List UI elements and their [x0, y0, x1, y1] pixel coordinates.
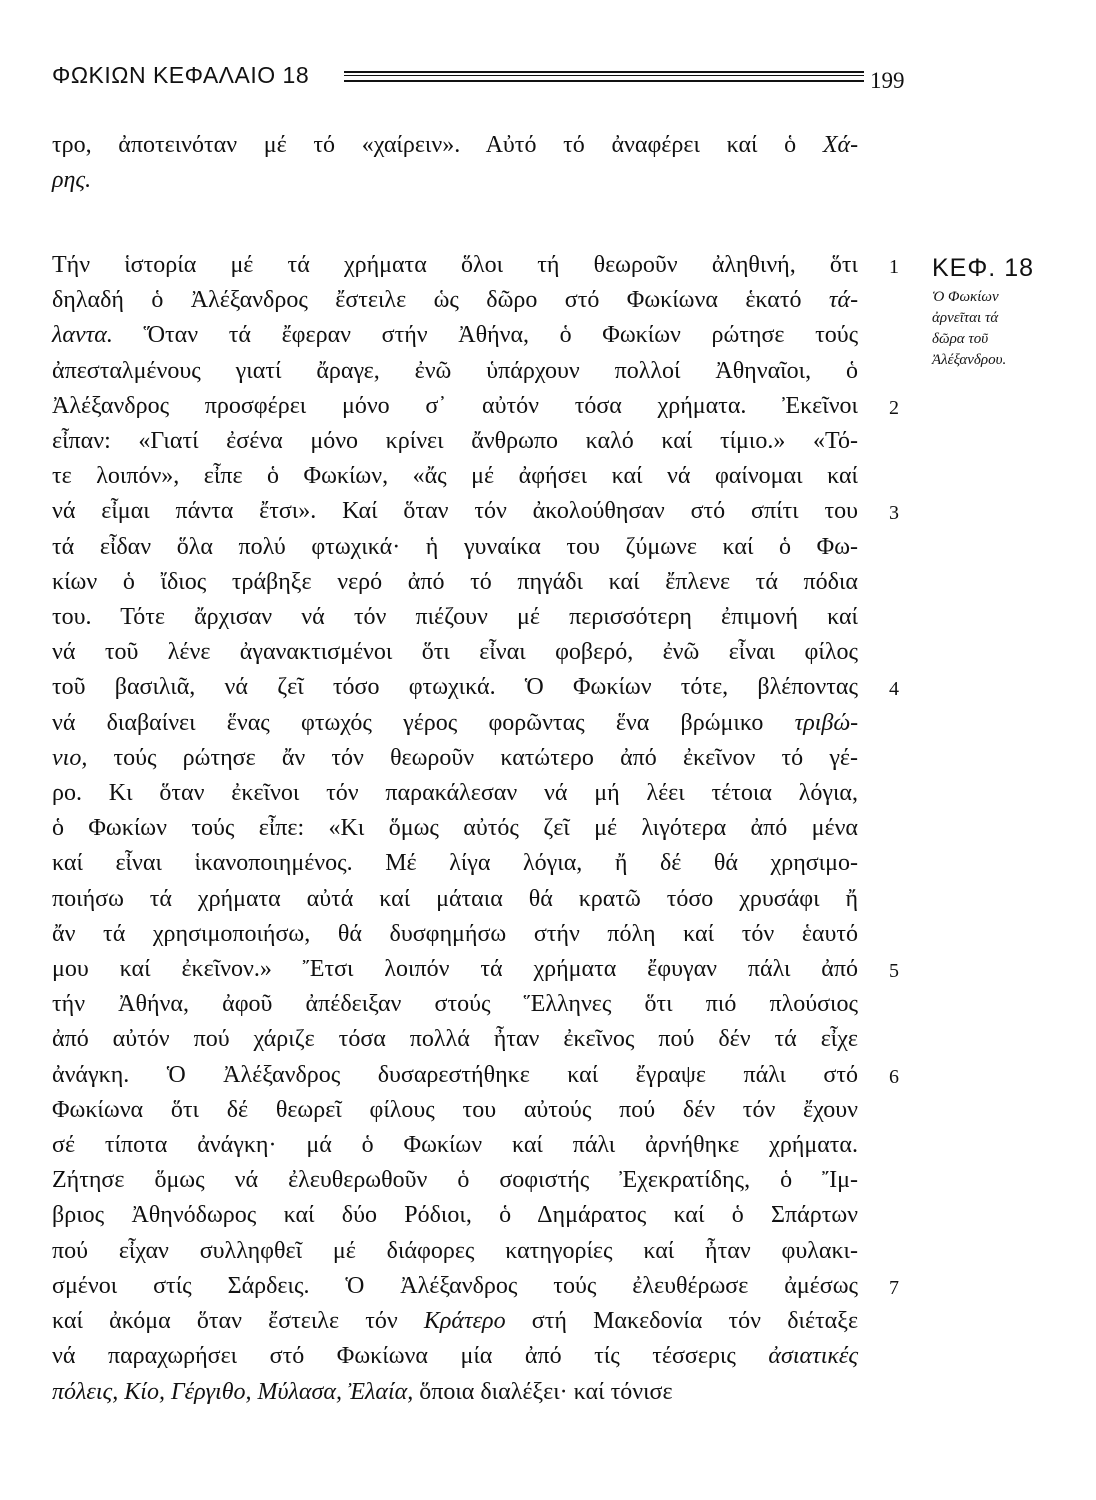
line-marker: 2 [889, 396, 899, 419]
body-line: σμένοι στίς Σάρδεις. Ὁ Ἀλέξανδρος τούς ἐλευθέρωσε ἀμέσως [52, 1272, 858, 1299]
body-line: νά τοῦ λένε ἀγανακτισμένοι ὅτι εἶναι φοβερό, ἐνῶ εἶναι φίλος [52, 639, 858, 666]
line-marker: 7 [889, 1276, 899, 1299]
body-line: σέ τίποτα ἀνάγκη· μά ὁ Φωκίων καί πάλι ἀρνήθηκε χρήματα. [52, 1132, 858, 1159]
body-line: του. Τότε ἄρχισαν νά τόν πιέζουν μέ περισσότερη ἐπιμονή καί [52, 604, 858, 631]
body-line: τοῦ βασιλιᾶ, νά ζεῖ τόσο φτωχικά. Ὁ Φωκίων τότε, βλέποντας [52, 674, 858, 701]
intro-paragraph [52, 128, 858, 198]
body-line: πού εἶχαν συλληφθεῖ μέ διάφορες κατηγορίες καί ἦταν φυλακι- [52, 1237, 858, 1264]
body-line: ποιήσω τά χρήματα αὐτά καί μάταια θά κρατῶ τόσο χρυσάφι ἤ [52, 885, 858, 912]
line-marker: 3 [889, 502, 899, 525]
body-line: δηλαδή ὁ Ἀλέξανδρος ἔστειλε ὡς δῶρο στό Φωκίωνα ἑκατό τά- [52, 287, 859, 314]
margin-note-heading: ΚΕΦ. 18 [932, 254, 1034, 282]
body-line: Ζήτησε ὅμως νά ἐλευθερωθοῦν ὁ σοφιστής Ἐχεκρατίδης, ὁ Ἴμ- [52, 1167, 858, 1194]
body-line: νά εἶμαι πάντα ἔτσι». Καί ὅταν τόν ἀκολούθησαν στό σπίτι του [52, 498, 858, 525]
line-marker: 5 [889, 960, 899, 982]
body-line: Τήν ἱστορία μέ τά χρήματα ὅλοι τή θεωροῦν ἀληθινή, ὅτι [52, 252, 858, 278]
line-marker: 6 [889, 1065, 899, 1088]
margin-note-line: Ἀλέξανδρου. [932, 352, 1007, 368]
body-line: κίων ὁ ἴδιος τράβηξε νερό ἀπό τό πηγάδι καί ἔπλενε τά πόδια [52, 568, 858, 595]
intro-line: ρης. [52, 167, 92, 194]
margin-note-text [932, 287, 1082, 371]
body-line: καί ἀκόμα ὅταν ἔστειλε τόν Κράτερο στή Μακεδονία τόν διέταξε [52, 1308, 859, 1335]
body-line: καί εἶναι ἱκανοποιημένος. Μέ λίγα λόγια, ἤ δέ θά χρησιμο- [52, 850, 858, 877]
margin-note-line: Ὁ Φωκίων [932, 289, 999, 305]
body-line: βριος Ἀθηνόδωρος καί δύο Ρόδιοι, ὁ Δημάρατος καί ὁ Σπάρτων [52, 1202, 858, 1229]
body-line: ἀνάγκη. Ὁ Ἀλέξανδρος δυσαρεστήθηκε καί ἔγραψε πάλι στό [52, 1061, 858, 1088]
line-marker: 1 [889, 256, 899, 278]
body-line: πόλεις, Κίο, Γέργιθο, Μύλασα, Ἐλαία, ὅποια διαλέξει· καί τόνισε [52, 1378, 673, 1405]
margin-note [932, 254, 1082, 371]
body-line: Ἀλέξανδρος προσφέρει μόνο σ᾽ αὐτόν τόσα χρήματα. Ἐκεῖνοι [52, 392, 858, 419]
main-paragraph [52, 248, 858, 1410]
running-head-title: ΦΩΚΙΩΝ ΚΕΦΑΛΑΙΟ 18 [52, 62, 310, 88]
body-line: λαντα. Ὅταν τά ἔφεραν στήν Ἀθήνα, ὁ Φωκίων ρώτησε τούς [52, 322, 859, 349]
body-line: νά διαβαίνει ἕνας φτωχός γέρος φορῶντας ἕνα βρώμικο τριβώ- [52, 709, 859, 736]
body-line: ρο. Κι ὅταν ἐκεῖνοι τόν παρακάλεσαν νά μή λέει τέτοια λόγια, [52, 780, 858, 807]
body-line: νιο, τούς ρώτησε ἄν τόν θεωροῦν κατώτερο ἀπό ἐκεῖνον τό γέ- [52, 744, 859, 771]
body-line: Φωκίωνα ὅτι δέ θεωρεῖ φίλους του αὐτούς πού δέν τόν ἔχουν [52, 1096, 858, 1123]
margin-note-line: δῶρα τοῦ [932, 331, 989, 347]
intro-line: τρο, ἀποτεινόταν μέ τό «χαίρειν». Αὐτό τό ἀναφέρει καί ὁ Χά- [52, 132, 859, 158]
body-line: τε λοιπόν», εἶπε ὁ Φωκίων, «ἄς μέ ἀφήσει καί νά φαίνομαι καί [52, 463, 858, 490]
body-line: εἶπαν: «Γιατί ἐσένα μόνο κρίνει ἄνθρωπο καλό καί τίμιο.» «Τό- [52, 428, 858, 455]
line-marker: 4 [889, 678, 899, 701]
body-line: τά εἶδαν ὅλα πολύ φτωχικά· ἡ γυναίκα του ζύμωνε καί ὁ Φω- [52, 533, 858, 560]
margin-note-line: ἀρνεῖται τά [932, 310, 999, 326]
running-head-rule [344, 71, 864, 82]
page-number: 199 [870, 68, 905, 93]
body-line: νά παραχωρήσει στό Φωκίωνα μία ἀπό τίς τέσσερις ἀσιατικές [52, 1343, 859, 1370]
body-line: μου καί ἐκεῖνον.» Ἔτσι λοιπόν τά χρήματα ἔφυγαν πάλι ἀπό [52, 956, 858, 983]
body-line: ἄν τά χρησιμοποιήσω, θά δυσφημήσω στήν πόλη καί τόν ἑαυτό [52, 920, 858, 947]
body-line: ἀπό αὐτόν πού χάριζε τόσα πολλά ἦταν ἐκεῖνος πού δέν τά εἶχε [52, 1026, 858, 1053]
running-head [52, 62, 905, 96]
body-line: ἀπεσταλμένους γιατί ἄραγε, ἐνῶ ὑπάρχουν πολλοί Ἀθηναῖοι, ὁ [52, 357, 858, 384]
body-line: ὁ Φωκίων τούς εἶπε: «Κι ὅμως αὐτός ζεῖ μέ λιγότερα ἀπό μένα [52, 815, 858, 842]
body-line: τήν Ἀθήνα, ἀφοῦ ἀπέδειξαν στούς Ἕλληνες ὅτι πιό πλούσιος [52, 991, 858, 1018]
